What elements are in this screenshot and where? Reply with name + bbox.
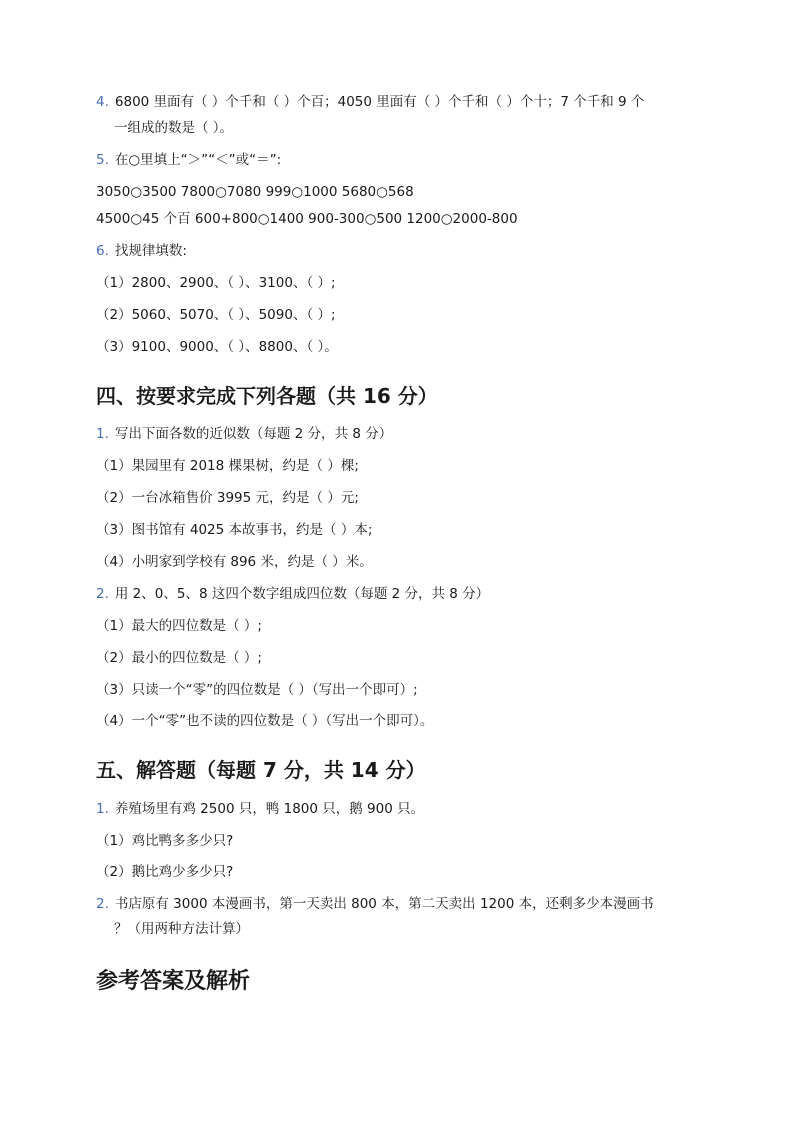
s4-q1-item: （3）图书馆有 4025 本故事书，约是（ ）本;	[96, 522, 373, 538]
q5-row2: 4500○45 个百 600+800○1400 900-300○500 1200○2000-800	[96, 211, 518, 227]
q6-item: （3）9100、9000、（ ）、8800、（ ）。	[96, 339, 338, 355]
q5-line	[96, 150, 281, 170]
s5-q2-line1	[96, 894, 654, 914]
q4-line2: 一组成的数是（ ）。	[114, 120, 234, 136]
s4-q2-text: 用 2、0、5、8 这四个数字组成四位数（每题 2 分，共 8 分）	[114, 586, 490, 602]
s5-q1-line	[96, 799, 424, 819]
s4-q1-number: 1.	[96, 426, 109, 442]
s5-q1-text: 养殖场里有鸡 2500 只，鸭 1800 只，鹅 900 只。	[114, 801, 425, 817]
q6-number: 6.	[96, 243, 109, 259]
q5-text: 在○里填上“＞”“＜”或“＝”:	[114, 152, 282, 168]
q5-number: 5.	[96, 152, 109, 168]
q4-text: 6800 里面有（ ）个千和（ ）个百；4050 里面有（ ）个千和（ ）个十；7 个千和 9 个	[114, 94, 645, 110]
q4-number: 4.	[96, 94, 109, 110]
s5-q2-text: 书店原有 3000 本漫画书，第一天卖出 800 本，第二天卖出 1200 本，还剩多少本漫画书	[114, 896, 654, 912]
q6-item: （2）5060、5070、（ ）、5090、（ ）;	[96, 307, 336, 323]
q5-row1: 3050○3500 7800○7080 999○1000 5680○568	[96, 184, 414, 200]
s4-q2-item: （4）一个“零”也不读的四位数是（ ）（写出一个即可）。	[96, 713, 434, 729]
s5-q2-line2: ？（用两种方法计算）	[114, 921, 249, 937]
answers-title: 参考答案及解析	[96, 969, 251, 994]
section4-title: 四、按要求完成下列各题（共 16 分）	[96, 384, 438, 408]
q6-line	[96, 241, 187, 261]
s4-q1-text: 写出下面各数的近似数（每题 2 分，共 8 分）	[114, 426, 393, 442]
s5-q1-item: （2）鹅比鸡少多少只?	[96, 864, 234, 880]
s4-q2-item: （3）只读一个“零”的四位数是（ ）（写出一个即可）;	[96, 682, 418, 698]
s4-q2-number: 2.	[96, 586, 109, 602]
section5-title: 五、解答题（每题 7 分，共 14 分）	[96, 758, 426, 782]
s5-q2-number: 2.	[96, 896, 109, 912]
q6-text: 找规律填数:	[114, 243, 187, 259]
s4-q1-item: （4）小明家到学校有 896 米，约是（ ）米。	[96, 554, 373, 570]
s4-q1-item: （1）果园里有 2018 棵果树，约是（ ）棵;	[96, 458, 359, 474]
s4-q1-line	[96, 424, 392, 444]
q6-item: （1）2800、2900、（ ）、3100、（ ）;	[96, 275, 336, 291]
s5-q1-number: 1.	[96, 801, 109, 817]
s4-q1-item: （2）一台冰箱售价 3995 元，约是（ ）元;	[96, 490, 359, 506]
s4-q2-line	[96, 584, 489, 604]
s4-q2-item: （2）最小的四位数是（ ）;	[96, 650, 262, 666]
s5-q1-item: （1）鸡比鸭多多少只?	[96, 833, 234, 849]
s4-q2-item: （1）最大的四位数是（ ）;	[96, 618, 262, 634]
q4-line1	[96, 92, 644, 112]
